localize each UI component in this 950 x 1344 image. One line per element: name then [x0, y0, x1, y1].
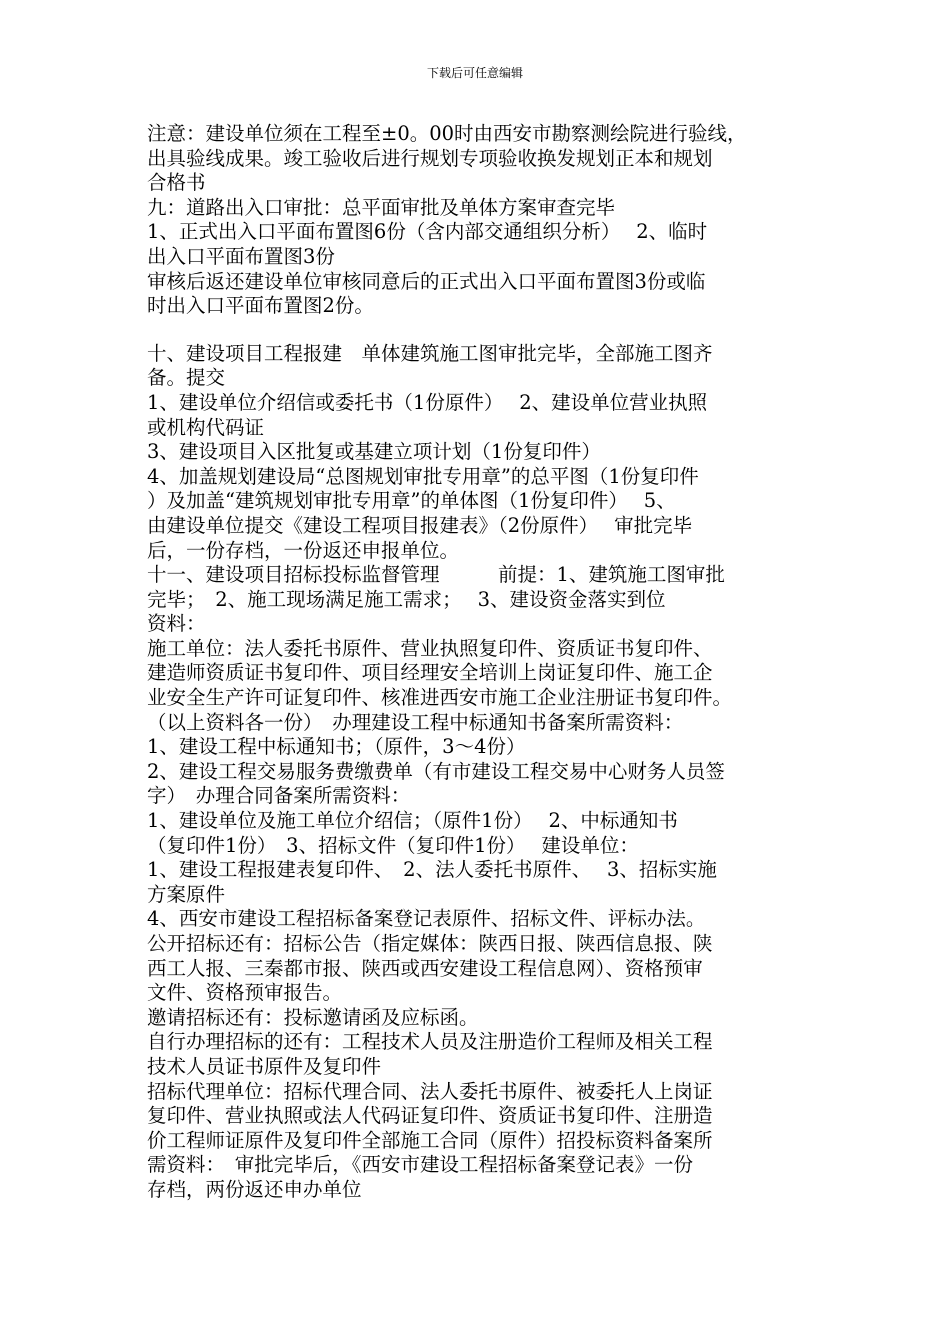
text-line: 公开招标还有：招标公告（指定媒体：陕西日报、陕西信息报、陕 — [147, 932, 713, 955]
text-line: 1、正式出入口平面布置图6份（含内部交通组织分析） 2、临时 — [147, 220, 708, 244]
text-line: 注意：建设单位须在工程至±0。00时由西安市勘察测绘院进行验线， — [147, 122, 747, 145]
text-line: 技术人员证书原件及复印件 — [147, 1054, 382, 1078]
text-line: 九：道路出入口审批：总平面审批及单体方案审查完毕 — [147, 195, 616, 219]
text-line: 合格书 — [147, 171, 206, 195]
text-line: 完毕； 2、施工现场满足施工需求； 3、建设资金落实到位 — [147, 587, 666, 611]
document-body — [147, 122, 817, 1203]
text-line: 业安全生产许可证复印件、核准进西安市施工企业注册证书复印件。 — [147, 686, 733, 710]
text-line: 由建设单位提交《建设工程项目报建表》（2份原件） 审批完毕 — [147, 513, 693, 537]
text-line: 十、建设项目工程报建 单体建筑施工图审批完毕，全部施工图齐 — [147, 341, 713, 365]
text-line: 招标代理单位：招标代理合同、法人委托书原件、被委托人上岗证 — [147, 1079, 713, 1103]
text-line: 1、建设工程中标通知书；（原件，3～4份） — [147, 735, 526, 759]
text-line: 备。提交 — [147, 366, 226, 390]
text-line: 2、建设工程交易服务费缴费单（有市建设工程交易中心财务人员签 — [147, 759, 725, 783]
text-line: 建造师资质证书复印件、项目经理安全培训上岗证复印件、施工企 — [147, 661, 713, 685]
text-line: （复印件1份） 3、招标文件（复印件1份） 建设单位： — [147, 833, 639, 857]
text-line: 方案原件 — [147, 882, 226, 906]
text-line: 出具验线成果。竣工验收后进行规划专项验收换发规划正本和规划 — [147, 146, 713, 170]
text-line: 1、建设工程报建表复印件、 2、法人委托书原件、 3、招标实施 — [147, 858, 717, 882]
text-line: 文件、资格预审报告。 — [147, 981, 343, 1005]
text-line: 或机构代码证 — [147, 415, 265, 439]
text-line: 审核后返还建设单位审核同意后的正式出入口平面布置图3份或临 — [147, 269, 706, 293]
text-line: 1、建设单位及施工单位介绍信；（原件1份） 2、中标通知书 — [147, 809, 678, 833]
page-header: 下载后可任意编辑 — [426, 66, 523, 80]
text-line: 4、西安市建设工程招标备案登记表原件、招标文件、评标办法。 — [147, 907, 706, 931]
blank-line — [147, 319, 817, 342]
text-line: 4、加盖规划建设局“总图规划审批专用章”的总平图（1份复印件 — [147, 464, 699, 488]
text-line: 西工人报、三秦都市报、陕西或西安建设工程信息网）、资格预审 — [147, 956, 703, 980]
text-line: 施工单位：法人委托书原件、营业执照复印件、资质证书复印件、 — [147, 636, 713, 660]
text-line: 复印件、营业执照或法人代码证复印件、资质证书复印件、注册造 — [147, 1104, 713, 1128]
text-line: ）及加盖“建筑规划审批专用章”的单体图（1份复印件） 5、 — [147, 489, 676, 513]
text-line: 需资料： 审批完毕后，《西安市建设工程招标备案登记表》一份 — [147, 1153, 694, 1177]
text-line: 存档，两份返还申办单位 — [147, 1177, 362, 1201]
text-line: （以上资料各一份） 办理建设工程中标通知书备案所需资料： — [147, 710, 684, 734]
text-line: 自行办理招标的还有：工程技术人员及注册造价工程师及相关工程 — [147, 1030, 713, 1054]
text-line: 邀请招标还有：投标邀请函及应标函。 — [147, 1005, 479, 1029]
text-line: 时出入口平面布置图2份。 — [147, 294, 374, 318]
text-line: 字） 办理合同备案所需资料： — [147, 784, 411, 808]
text-line: 价工程师证原件及复印件全部施工合同（原件）招投标资料备案所 — [147, 1128, 713, 1152]
text-line: 十一、建设项目招标投标监督管理 前提：1、建筑施工图审批 — [147, 563, 725, 587]
text-line: 1、建设单位介绍信或委托书（1份原件） 2、建设单位营业执照 — [147, 390, 708, 414]
text-line: 资料： — [147, 612, 206, 636]
text-line: 出入口平面布置图3份 — [147, 244, 335, 268]
text-line: 3、建设项目入区批复或基建立项计划（1份复印件） — [147, 440, 601, 464]
text-line: 后，一份存档，一份返还申报单位。 — [147, 538, 460, 562]
